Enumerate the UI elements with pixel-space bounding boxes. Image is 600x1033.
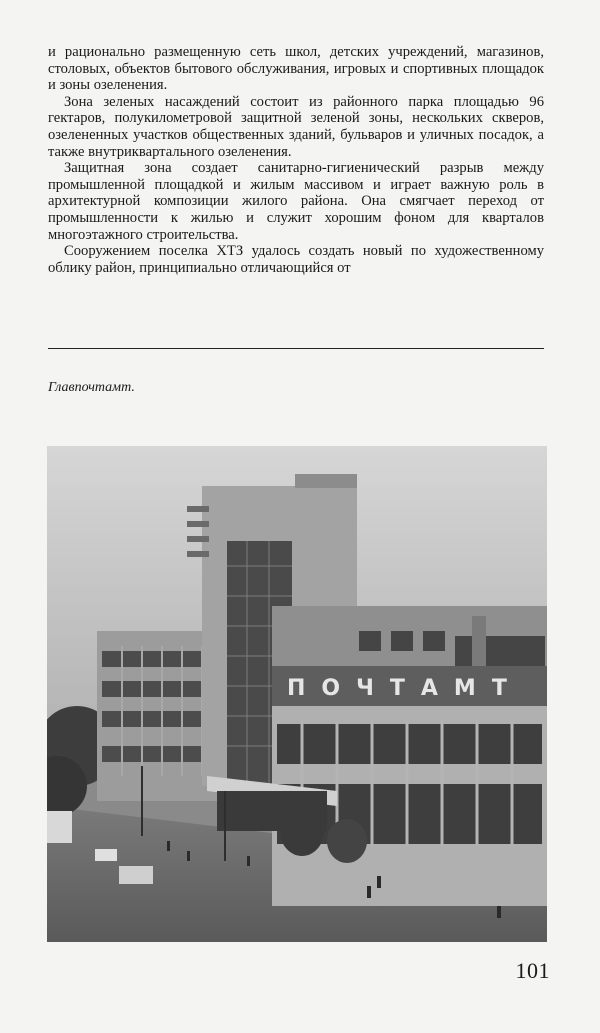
paragraph: Защитная зона создает санитарно-гигиенический разрыв между промышленной площадкой и жилым массивом и играет важную роль в архитектурной композиции жилого района. Она смягчает переход от промышленности к жилью и служит хорошим фоном для кварталов многоэтажного строительства. (48, 160, 544, 243)
paragraph: Зона зеленых насаждений состоит из районного парка площадью 96 гектаров, полукилометровой защитной зеленой зоны, нескольких скверов, озелененных участков общественных зданий, бульваров и уличных посадок, а также внутриквартального озеленения. (48, 93, 544, 160)
paragraph: и рационально размещенную сеть школ, детских учреждений, магазинов, столовых, объектов бытового обслуживания, игровых и спортивных площадок и зоны озеленения. (48, 44, 544, 94)
post-office-photo (47, 446, 547, 942)
body-text (48, 44, 544, 276)
footnote-divider (48, 348, 544, 349)
post-office-sign: ПОЧТАМТ (287, 676, 523, 701)
paragraph: Сооружением поселка ХТЗ удалось создать новый по художественному облику район, принципиально отличающийся от (48, 243, 544, 276)
post-office-illustration (47, 446, 547, 942)
page-number: 101 (515, 958, 550, 983)
photo-caption: Главпочтамт. (48, 380, 135, 395)
